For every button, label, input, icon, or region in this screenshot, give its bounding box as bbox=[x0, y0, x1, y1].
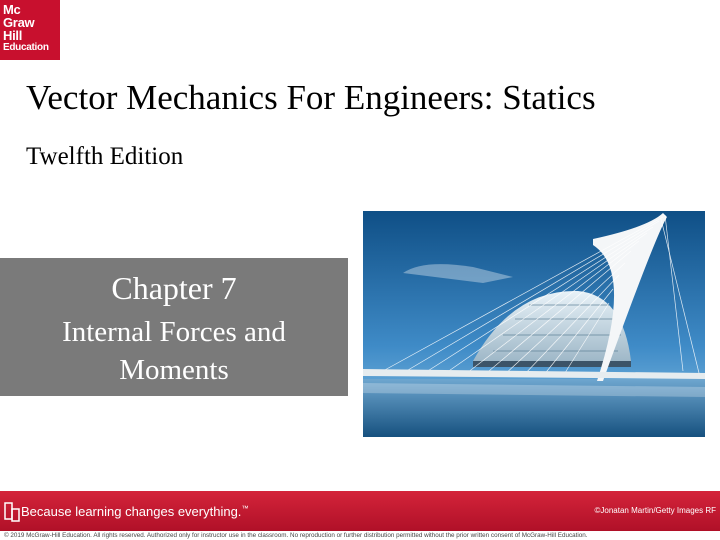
image-credit: ©Jonatan Martin/Getty Images RF bbox=[594, 506, 716, 515]
logo-line-2: Graw bbox=[3, 15, 35, 30]
chapter-box bbox=[0, 258, 348, 396]
slide-title: Vector Mechanics For Engineers: Statics bbox=[26, 78, 596, 117]
brand-mark-icon bbox=[4, 499, 20, 523]
bridge-photo-illustration bbox=[363, 211, 705, 437]
logo-line-3: Hill bbox=[3, 28, 23, 43]
trademark-symbol: ™ bbox=[241, 505, 249, 513]
mcgraw-hill-logo bbox=[0, 0, 60, 60]
chapter-number: Chapter 7 bbox=[111, 270, 237, 306]
logo-line-4: Education bbox=[3, 42, 49, 53]
bridge-photo bbox=[363, 211, 705, 437]
tagline-text: Because learning changes everything. bbox=[21, 504, 242, 519]
slide-subtitle: Twelfth Edition bbox=[26, 143, 184, 170]
copyright-notice: © 2019 McGraw-Hill Education. All rights reserved. Authorized only for instructor use in the classroom. No reproduction or further distribution permitted without the prior written consent of McGraw-Hill Education. bbox=[4, 532, 588, 539]
logo-line-1: Mc bbox=[3, 2, 21, 17]
footer-tagline bbox=[21, 504, 248, 519]
footer-bar bbox=[0, 491, 720, 531]
chapter-title: Internal Forces and Moments bbox=[62, 316, 286, 386]
